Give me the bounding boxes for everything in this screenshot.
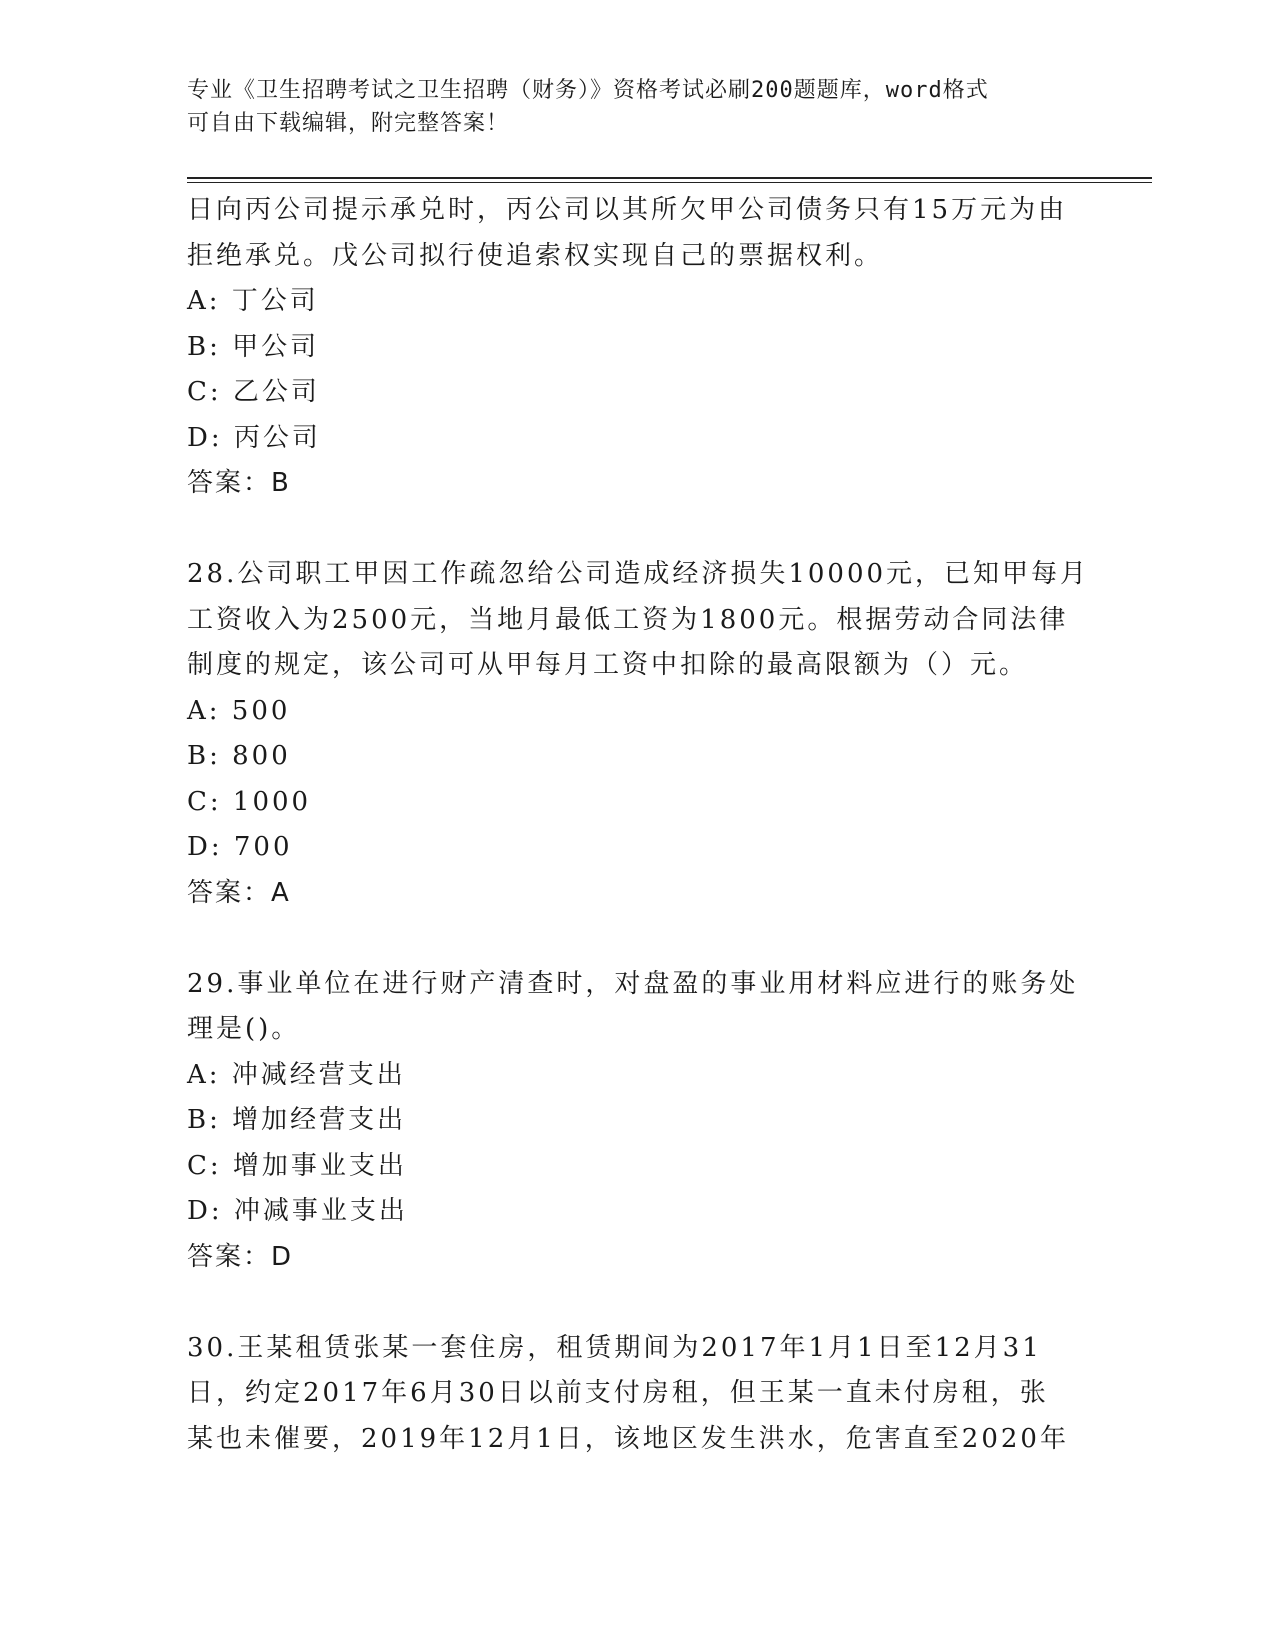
spacer: [187, 507, 1087, 553]
document-body: [187, 188, 1090, 1462]
question-28: [187, 552, 1090, 916]
question-text-line: 28.公司职工甲因工作疏忽给公司造成经济损失10000元，已知甲每月: [187, 559, 1090, 589]
option-c: C: 增加事业支出: [187, 1150, 407, 1181]
option-d: D: 700: [187, 832, 293, 862]
question-27: [187, 188, 1087, 507]
question-text-line: 29.事业单位在进行财产清查时，对盘盈的事业用材料应进行的账务处: [187, 968, 1079, 999]
option-d: D: 丙公司: [187, 422, 321, 453]
answer-line: 答案：B: [187, 468, 291, 498]
option-c: C: 1000: [187, 786, 312, 817]
option-b: B: 甲公司: [187, 331, 320, 362]
header-line-2: 可自由下载编辑，附完整答案！: [187, 111, 510, 136]
header-line-1: 专业《卫生招聘考试之卫生招聘（财务）》资格考试必刷200题题库，word格式: [187, 78, 989, 103]
question-text-line: 制度的规定，该公司可从甲每月工资中扣除的最高限额为（）元。: [187, 650, 1029, 680]
option-d: D: 冲减事业支出: [187, 1196, 408, 1226]
answer-line: 答案：A: [187, 877, 291, 908]
question-text-line: 工资收入为2500元，当地月最低工资为1800元。根据劳动合同法律: [187, 604, 1069, 635]
question-30: [187, 1326, 1087, 1463]
option-a: A: 冲减经营支出: [187, 1059, 406, 1090]
question-29: [187, 962, 1087, 1281]
option-b: B: 增加经营支出: [187, 1105, 407, 1135]
option-a: A: 500: [187, 695, 291, 726]
option-a: A: 丁公司: [187, 286, 319, 316]
header-rule-thin: [187, 182, 1152, 183]
document-header: [187, 74, 1067, 140]
answer-line: 答案：D: [187, 1241, 294, 1272]
question-text-line: 30.王某租赁张某一套住房，租赁期间为2017年1月1日至12月31: [187, 1332, 1042, 1363]
question-text-line: 理是()。: [187, 1014, 301, 1044]
question-text-line: 拒绝承兑。戊公司拟行使追索权实现自己的票据权利。: [187, 240, 884, 271]
question-text-line: 某也未催要，2019年12月1日，该地区发生洪水，危害直至2020年: [187, 1423, 1069, 1454]
header-rule-thick: [187, 177, 1152, 179]
spacer: [187, 916, 1087, 962]
question-text-line: 日，约定2017年6月30日以前支付房租，但王某一直未付房租，张: [187, 1378, 1049, 1408]
question-text-line: 日向丙公司提示承兑时，丙公司以其所欠甲公司债务只有15万元为由: [187, 195, 1068, 225]
option-b: B: 800: [187, 741, 291, 771]
spacer: [187, 1280, 1087, 1326]
option-c: C: 乙公司: [187, 377, 320, 407]
